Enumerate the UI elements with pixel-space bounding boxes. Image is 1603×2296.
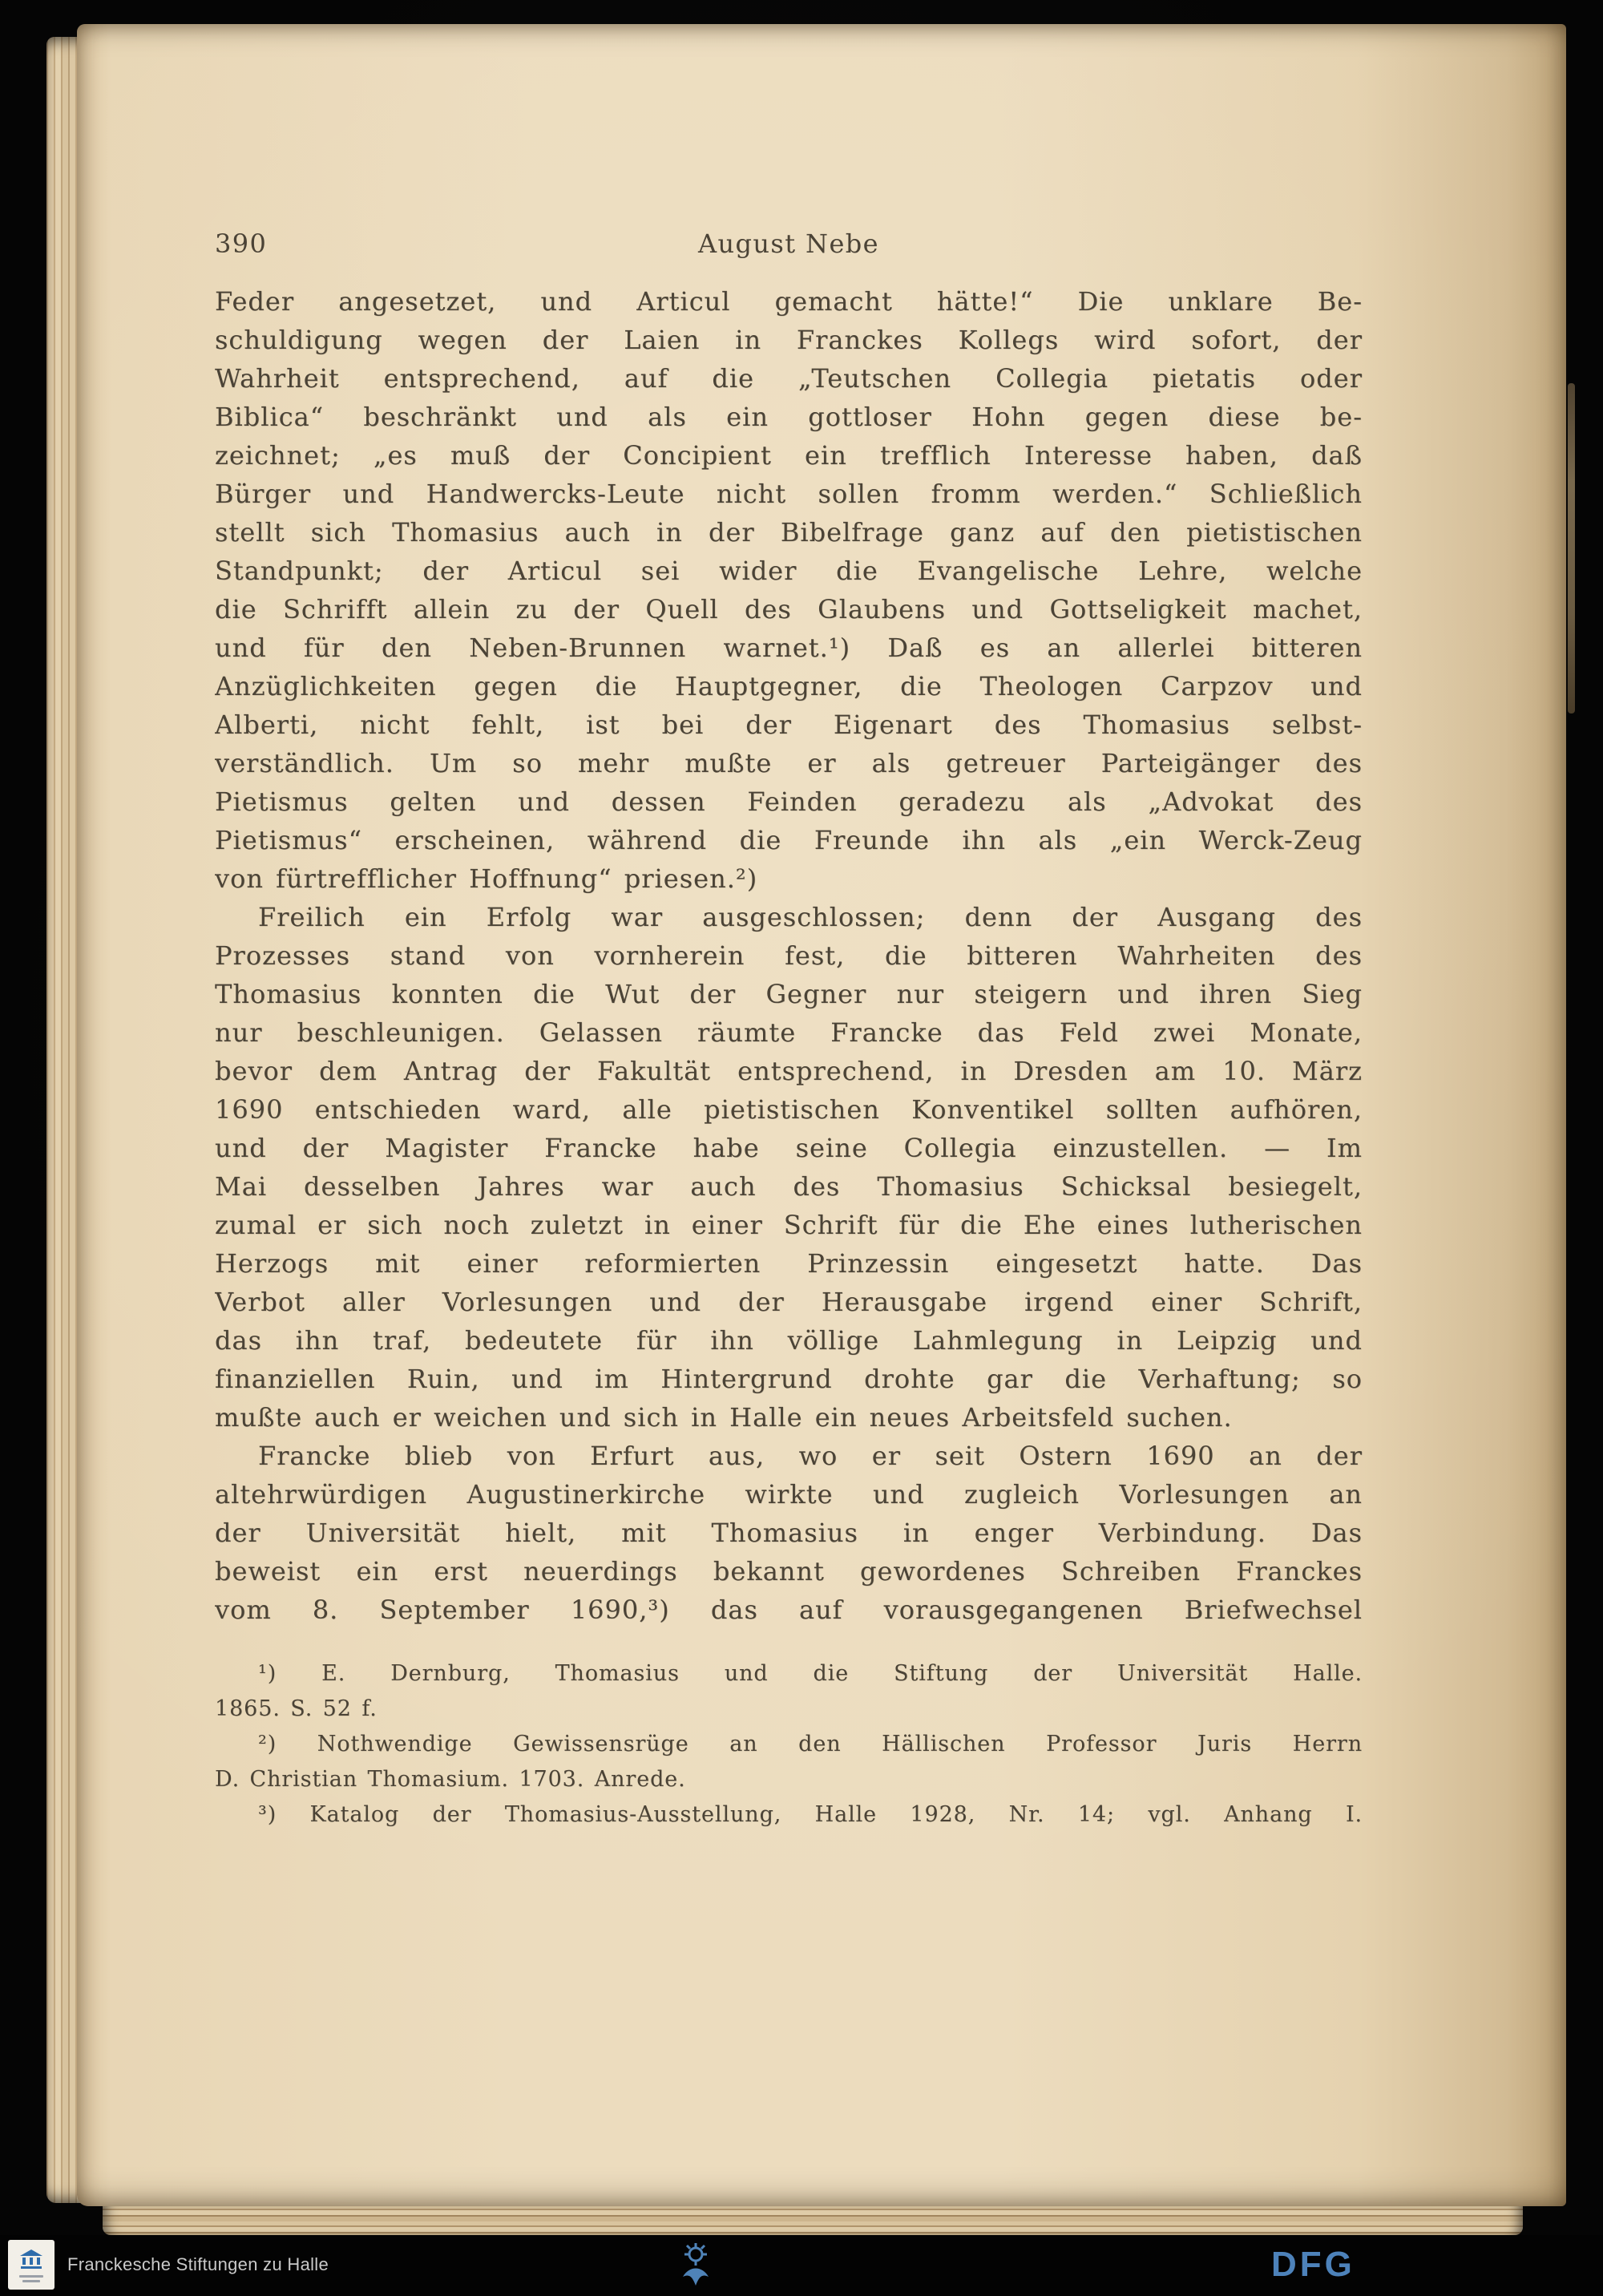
viewer-footer-bar: [0, 2235, 1603, 2296]
paragraph-1: [215, 282, 1363, 898]
text-line: die Schrifft allein zu der Quell des Glaubens und Gottseligkeit machet,: [215, 594, 1363, 625]
text-line: Verbot aller Vorlesungen und der Herausgabe irgend einer Schrift,: [215, 1287, 1363, 1317]
text-line: und für den Neben-Brunnen warnet.¹) Daß es an allerlei bitteren: [215, 633, 1363, 663]
text-line: Francke blieb von Erfurt aus, wo er seit Ostern 1690 an der: [258, 1441, 1363, 1471]
running-header-title: August Nebe: [697, 228, 880, 259]
logo-text-bar: [19, 2275, 43, 2278]
building-icon: [18, 2248, 44, 2273]
footnote-line: D. Christian Thomasium. 1703. Anrede.: [215, 1767, 686, 1792]
body-text: [215, 282, 1363, 1629]
paragraph-3: [215, 1437, 1363, 1629]
text-line: Biblica“ beschränkt und als ein gottloser Hohn gegen diese be-: [215, 402, 1363, 432]
page-edge-sliver: [1568, 383, 1575, 713]
footnote-line: 1865. S. 52 f.: [215, 1696, 378, 1721]
text-line: Anzüglichkeiten gegen die Hauptgegner, die Theologen Carpzov und: [215, 671, 1363, 701]
text-line: Feder angesetzet, und Articul gemacht hätte!“ Die unklare Be-: [215, 286, 1363, 317]
text-line: altehrwürdigen Augustinerkirche wirkte und zugleich Vorlesungen an: [215, 1479, 1363, 1510]
text-line: Wahrheit entsprechend, auf die „Teutschen Collegia pietatis oder: [215, 363, 1363, 394]
text-line: Alberti, nicht fehlt, ist bei der Eigenart des Thomasius selbst-: [215, 709, 1363, 740]
text-line: schuldigung wegen der Laien in Franckes Kollegs wird sofort, der: [215, 325, 1363, 355]
text-line: Standpunkt; der Articul sei wider die Evangelische Lehre, welche: [215, 556, 1363, 586]
text-line: stellt sich Thomasius auch in der Bibelfrage ganz auf den pietistischen: [215, 517, 1363, 548]
franckesche-stiftungen-logo: [8, 2240, 55, 2290]
text-line: finanziellen Ruin, und im Hintergrund drohte gar die Verhaftung; so: [215, 1364, 1363, 1394]
text-line: vom 8. September 1690,³) das auf vorausgegangenen Briefwechsel: [215, 1595, 1363, 1625]
text-line: Freilich ein Erfolg war ausgeschlossen; denn der Ausgang des: [258, 902, 1363, 932]
text-line: verständlich. Um so mehr mußte er als getreuer Parteigänger des: [215, 748, 1363, 778]
archive-label: Franckesche Stiftungen zu Halle: [67, 2254, 329, 2274]
text-line: 1690 entschieden ward, alle pietistischen Konventikel sollten aufhören,: [215, 1094, 1363, 1125]
footnote-1: [215, 1656, 1363, 1727]
text-line: mußte auch er weichen und sich in Halle ein neues Arbeitsfeld suchen.: [215, 1402, 1233, 1433]
footnote-line: ¹) E. Dernburg, Thomasius und die Stiftung der Universität Halle.: [258, 1661, 1363, 1686]
page-header: [215, 227, 1363, 261]
text-line: und der Magister Francke habe seine Collegia einzustellen. — Im: [215, 1133, 1363, 1163]
footnote-line: ³) Katalog der Thomasius-Ausstellung, Halle 1928, Nr. 14; vgl. Anhang I.: [258, 1802, 1363, 1827]
text-line: zeichnet; „es muß der Concipient ein trefflich Interesse haben, daß: [215, 440, 1363, 471]
book-page-edges-bottom: [103, 2205, 1523, 2235]
text-line: Pietismus gelten und dessen Feinden geradezu als „Advokat des: [215, 786, 1363, 817]
page-number: 390: [215, 228, 268, 259]
text-line: bevor dem Antrag der Fakultät entsprechend, in Dresden am 10. März: [215, 1056, 1363, 1086]
text-line: Bürger und Handwercks-Leute nicht sollen fromm werden.“ Schließlich: [215, 479, 1363, 509]
dfg-logo: DFG: [1271, 2245, 1355, 2284]
text-line: nur beschleunigen. Gelassen räumte Francke das Feld zwei Monate,: [215, 1017, 1363, 1048]
paragraph-2: [215, 898, 1363, 1437]
text-line: Herzogs mit einer reformierten Prinzessin eingesetzt hatte. Das: [215, 1248, 1363, 1279]
text-line: beweist ein erst neuerdings bekannt gewordenes Schreiben Franckes: [215, 1556, 1363, 1587]
logo-text-bar: [22, 2280, 40, 2282]
footnote-2: [215, 1727, 1363, 1797]
text-line: von fürtrefflicher Hoffnung“ priesen.²): [215, 863, 758, 894]
footnote-line: ²) Nothwendige Gewissensrüge an den Hällischen Professor Juris Herrn: [258, 1732, 1363, 1756]
footnotes: [215, 1656, 1363, 1833]
text-line: Thomasius konnten die Wut der Gegner nur steigern und ihren Sieg: [215, 979, 1363, 1009]
text-line: Mai desselben Jahres war auch des Thomasius Schicksal besiegelt,: [215, 1171, 1363, 1202]
eagle-sun-emblem-icon: [678, 2241, 713, 2290]
text-line: der Universität hielt, mit Thomasius in enger Verbindung. Das: [215, 1518, 1363, 1548]
footnote-3: [215, 1797, 1363, 1833]
text-line: Prozesses stand von vornherein fest, die bitteren Wahrheiten des: [215, 940, 1363, 971]
text-line: das ihn traf, bedeutete für ihn völlige Lahmlegung in Leipzig und: [215, 1325, 1363, 1356]
text-line: zumal er sich noch zuletzt in einer Schrift für die Ehe eines lutherischen: [215, 1210, 1363, 1240]
book-page: [77, 24, 1566, 2206]
text-line: Pietismus“ erscheinen, während die Freunde ihn als „ein Werck-Zeug: [215, 825, 1363, 855]
